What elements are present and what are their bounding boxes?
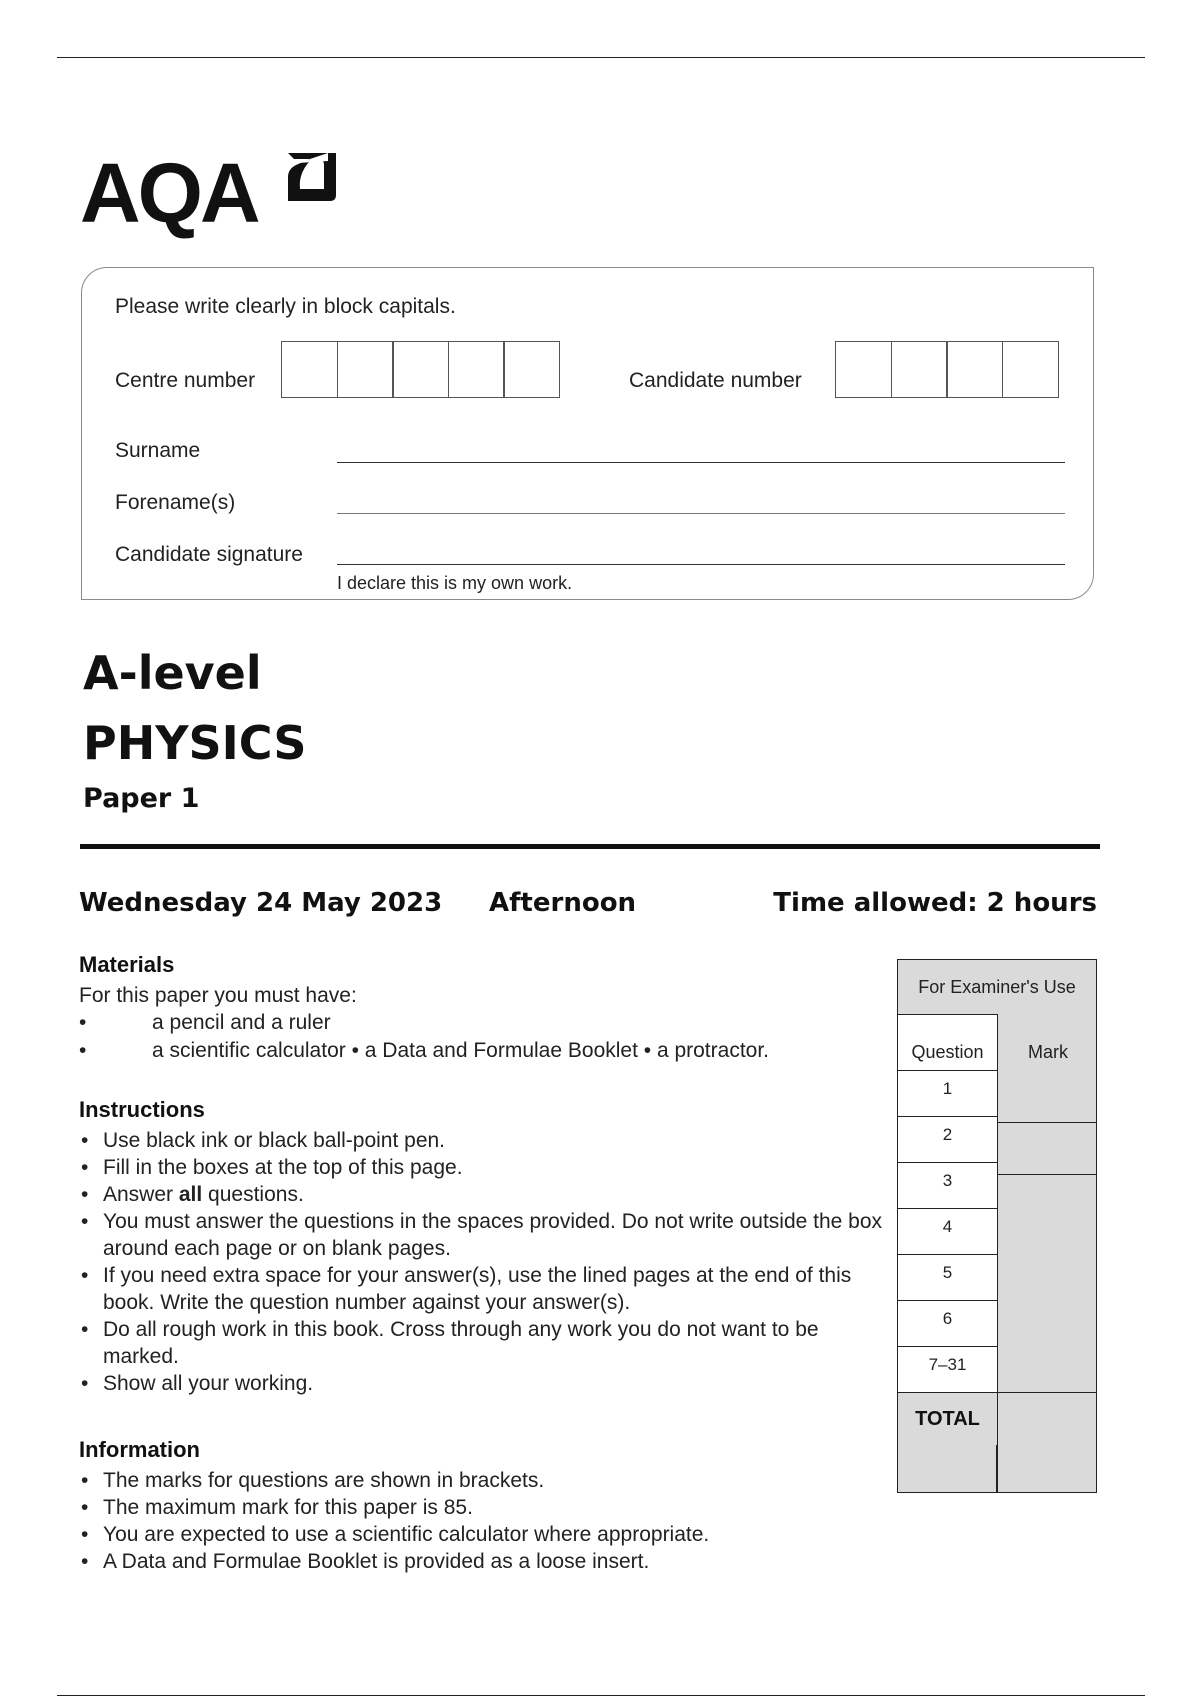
instructions-section (79, 1097, 894, 1397)
question-header: Question (898, 1015, 997, 1071)
paper-number: Paper 1 (83, 783, 200, 814)
block-capitals-instruction: Please write clearly in block capitals. (115, 295, 456, 318)
question-number: 4 (898, 1209, 997, 1255)
instructions-heading: Instructions (79, 1097, 205, 1122)
candidate-number-digit[interactable] (1002, 341, 1059, 398)
surname-label: Surname (115, 439, 201, 462)
materials-heading: Materials (79, 952, 175, 977)
candidate-number-label: Candidate number (629, 369, 802, 392)
materials-section (79, 952, 899, 1065)
centre-number-boxes[interactable] (281, 341, 560, 398)
information-item: • The maximum mark for this paper is 85. (79, 1494, 899, 1521)
question-number: 2 (898, 1117, 997, 1163)
centre-number-digit[interactable] (392, 341, 449, 398)
instruction-item: • Fill in the boxes at the top of this page. (79, 1154, 894, 1181)
declaration-text: I declare this is my own work. (337, 573, 573, 593)
candidate-number-digit[interactable] (835, 341, 892, 398)
question-number: 7–31 (928, 1355, 967, 1374)
information-item: • You are expected to use a scientific calculator where appropriate. (79, 1521, 899, 1548)
examiner-use-table (897, 959, 1097, 1493)
subject-title: PHYSICS (83, 716, 307, 770)
centre-number-digit[interactable] (337, 341, 394, 398)
information-heading: Information (79, 1437, 200, 1462)
title-divider (80, 844, 1100, 849)
top-rule (57, 57, 1145, 58)
forenames-field[interactable] (337, 513, 1065, 514)
instruction-item: • Do all rough work in this book. Cross through any work you do not want to be marked. (79, 1316, 894, 1370)
aqa-logo (80, 145, 340, 245)
instruction-item: • Show all your working. (79, 1370, 894, 1397)
question-number: 3 (898, 1163, 997, 1209)
candidate-number-digit[interactable] (891, 341, 948, 398)
instruction-item: • Use black ink or black ball-point pen. (79, 1127, 894, 1154)
candidate-number-digit[interactable] (946, 341, 1003, 398)
candidate-details-box (81, 267, 1094, 600)
question-column (898, 1014, 998, 1392)
materials-item: • a pencil and a ruler (79, 1009, 899, 1037)
aqa-logo-mark-icon (284, 149, 340, 205)
information-item: • The marks for questions are shown in brackets. (79, 1467, 899, 1494)
instruction-item: • If you need extra space for your answer(s), use the lined pages at the end of this book. Write the question number against your answer(s). (79, 1262, 894, 1316)
qualification-level: A-level (83, 646, 262, 700)
total-divider (996, 1445, 998, 1493)
candidate-number-boxes[interactable] (835, 341, 1059, 398)
signature-field[interactable] (337, 564, 1065, 565)
instruction-text: Answer (103, 1183, 179, 1206)
examiner-use-heading: For Examiner's Use (918, 976, 1076, 997)
forenames-label: Forename(s) (115, 491, 236, 514)
question-number: 5 (898, 1255, 997, 1301)
aqa-logo-text: AQA (80, 146, 258, 240)
instruction-item: • You must answer the questions in the spaces provided. Do not write outside the box around each page or on blank pages. (79, 1208, 894, 1262)
total-row (898, 1392, 1096, 1493)
centre-number-digit[interactable] (448, 341, 505, 398)
mark-row-divider (998, 1122, 1096, 1123)
exam-session: Afternoon (489, 888, 637, 918)
centre-number-label: Centre number (115, 369, 256, 392)
instruction-item (79, 1181, 894, 1208)
surname-field[interactable] (337, 462, 1065, 463)
information-section (79, 1437, 899, 1575)
mark-header: Mark (1028, 1042, 1068, 1062)
time-allowed: Time allowed: 2 hours (773, 888, 1097, 918)
bottom-rule (57, 1695, 1145, 1696)
mark-row-divider (998, 1174, 1096, 1175)
materials-intro: For this paper you must have: (79, 984, 357, 1007)
information-item: • A Data and Formulae Booklet is provided as a loose insert. (79, 1548, 899, 1575)
centre-number-digit[interactable] (503, 341, 560, 398)
instruction-emphasis: all (178, 1183, 203, 1206)
instruction-text: questions. (202, 1183, 304, 1206)
materials-item: • a scientific calculator • a Data and Formulae Booklet • a protractor. (79, 1037, 899, 1065)
question-number: 1 (898, 1071, 997, 1117)
total-label: TOTAL (898, 1393, 998, 1445)
signature-label: Candidate signature (115, 543, 303, 566)
question-number: 6 (898, 1301, 997, 1347)
centre-number-digit[interactable] (281, 341, 338, 398)
exam-date: Wednesday 24 May 2023 (79, 888, 443, 918)
